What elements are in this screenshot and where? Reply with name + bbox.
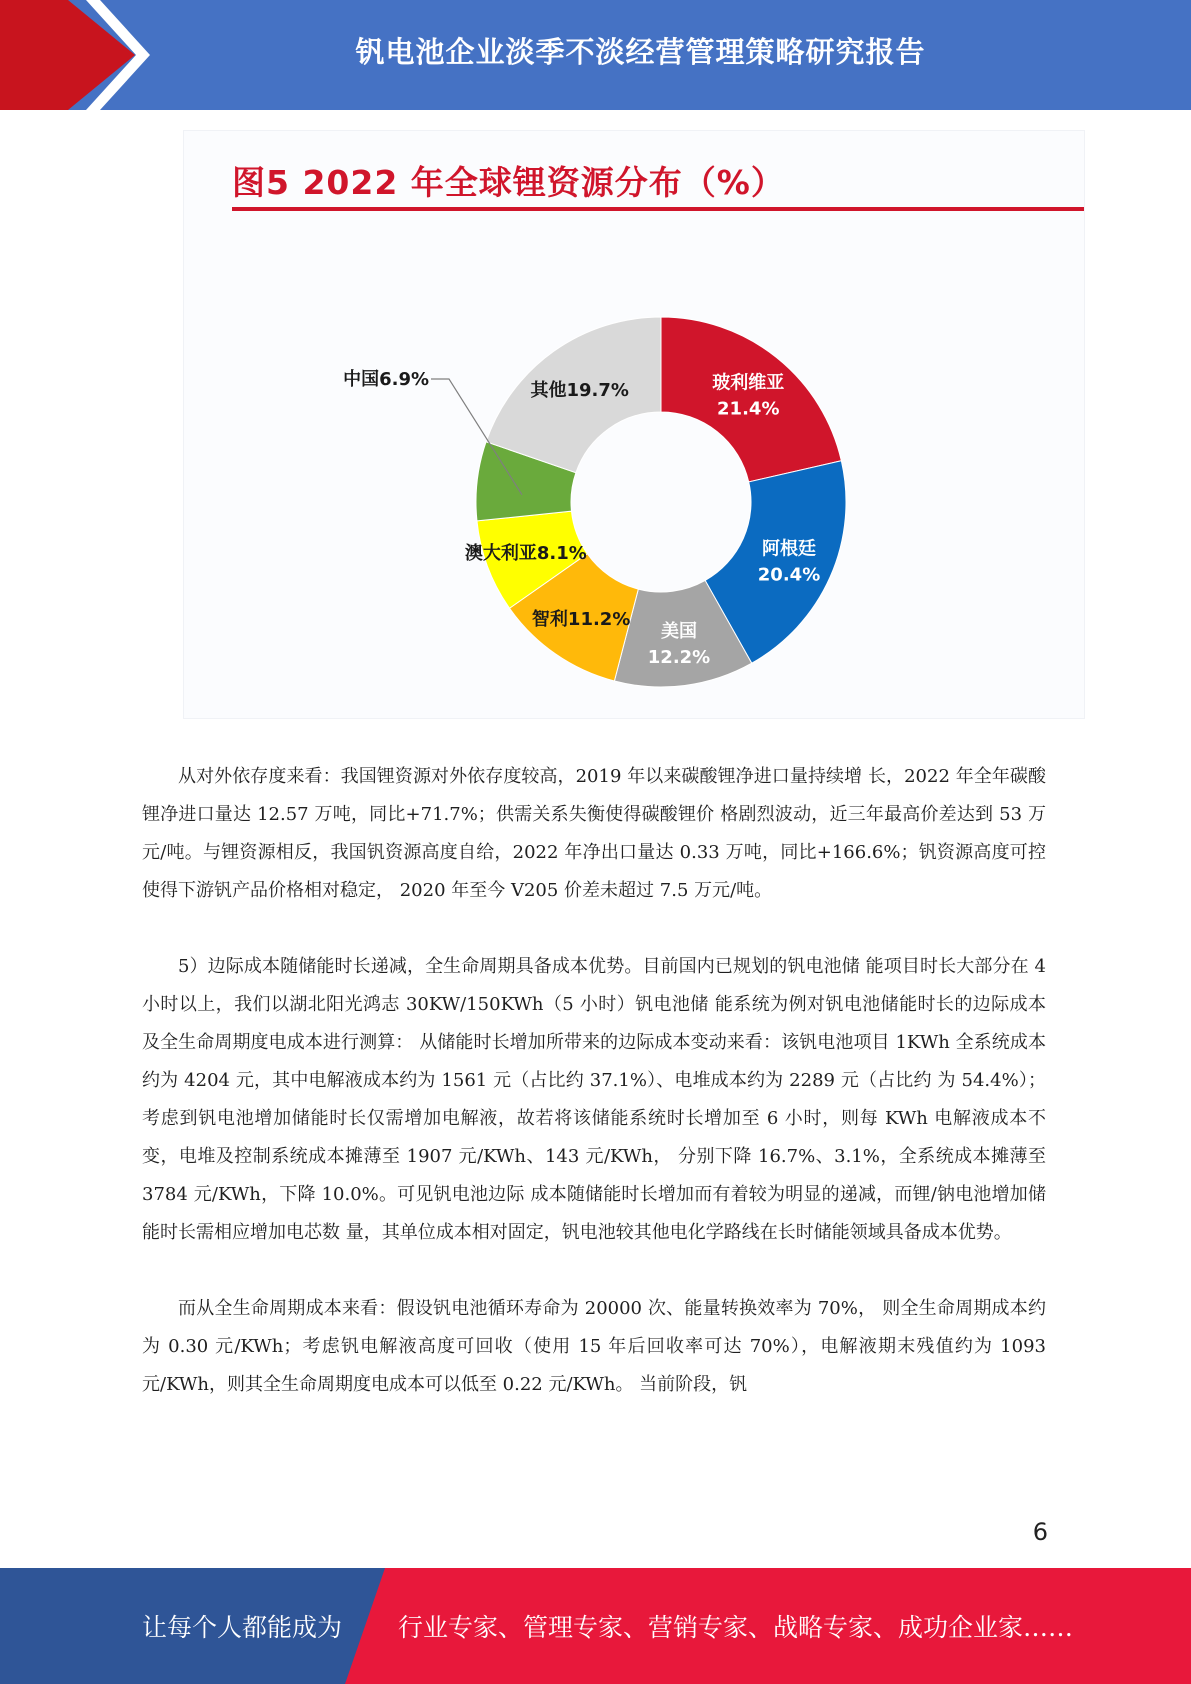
page-header: [0, 0, 1191, 110]
slice-label-value-0: 21.4%: [717, 398, 780, 420]
slice-label-6: 其他19.7%: [530, 380, 629, 402]
paragraph-dependency: 从对外依存度来看：我国锂资源对外依存度较高，2019 年以来碳酸锂净进口量持续增 长，2022 年全年碳酸锂净进口量达 12.57 万吨，同比+71.7%；供需关系失衡使得碳酸锂价 格剧烈波动，近三年最高价差达到 53 万元/吨。与锂资源相反，我国钒资源高度自给，2022 年净出口量达 0.33 万吨，同比+166.6%；钒资源高度可控使得下游钒产品价格相对稳定， 2020 年至今 V205 价差未超过 7.5 万元/吨。: [142, 766, 1046, 901]
slice-label-3: 智利11.2%: [531, 608, 631, 630]
slice-label-value-2: 12.2%: [647, 646, 711, 668]
page-number: 6: [1032, 1518, 1048, 1546]
figure-title: 图5 2022 年全球锂资源分布（%）: [232, 163, 785, 202]
paragraph-marginal-cost: 5）边际成本随储能时长递减，全生命周期具备成本优势。目前国内已规划的钒电池储 能项目时长大部分在 4 小时以上，我们以湖北阳光鸿志 30KW/150KWh（5 小时）钒电池储 能系统为例对钒电池储能时长的边际成本及全生命周期度电成本进行测算： 从储能时长增加所带来的边际成本变动来看：该钒电池项目 1KWh 全系统成本约为 4204 元，其中电解液成本约为 1561 元（占比约 37.1%）、电堆成本约为 2289 元（占比约 为 54.4%）；考虑到钒电池增加储能时长仅需增加电解液，故若将该储能系统时长增加至 6 小时，则每 KWh 电解液成本不变，电堆及控制系统成本摊薄至 1907 元/KWh、143 元/KWh， 分别下降 16.7%、3.1%，全系统成本摊薄至 3784 元/KWh，下降 10.0%。可见钒电池边际 成本随储能时长增加而有着较为明显的递减，而锂/钠电池增加储能时长需相应增加电芯数 量，其单位成本相对固定，钒电池较其他电化学路线在长时储能领域具备成本优势。: [142, 956, 1046, 1243]
header-arrow-decoration: [0, 0, 160, 110]
page-footer: [0, 1568, 1191, 1684]
slice-label-value-1: 20.4%: [757, 564, 821, 586]
footer-slogan-left: 让每个人都能成为: [142, 1613, 343, 1642]
figure-panel: [183, 130, 1085, 719]
slice-label-name-0: 玻利维亚: [712, 372, 785, 394]
footer-slogan-right: 行业专家、管理专家、营销专家、战略专家、成功企业家……: [398, 1613, 1074, 1642]
body-text: [142, 758, 1046, 1404]
slice-label-5: 中国6.9%: [343, 369, 429, 390]
report-title: 钒电池企业淡季不淡经营管理策略研究报告: [355, 34, 926, 69]
paragraph-lifecycle-cost: 而从全生命周期成本来看：假设钒电池循环寿命为 20000 次、能量转换效率为 70%， 则全生命周期成本约为 0.30 元/KWh；考虑钒电解液高度可回收（使用 15 年后回收率可达 70%），电解液期末残值约为 1093 元/KWh，则其全生命周期度电成本可以低至 0.22 元/KWh。 当前阶段，钒: [142, 1298, 1046, 1395]
slice-label-4: 澳大利亚8.1%: [464, 542, 587, 564]
slice-label-name-2: 美国: [661, 620, 698, 642]
donut-chart: [184, 131, 1084, 718]
slice-label-name-1: 阿根廷: [762, 538, 817, 560]
